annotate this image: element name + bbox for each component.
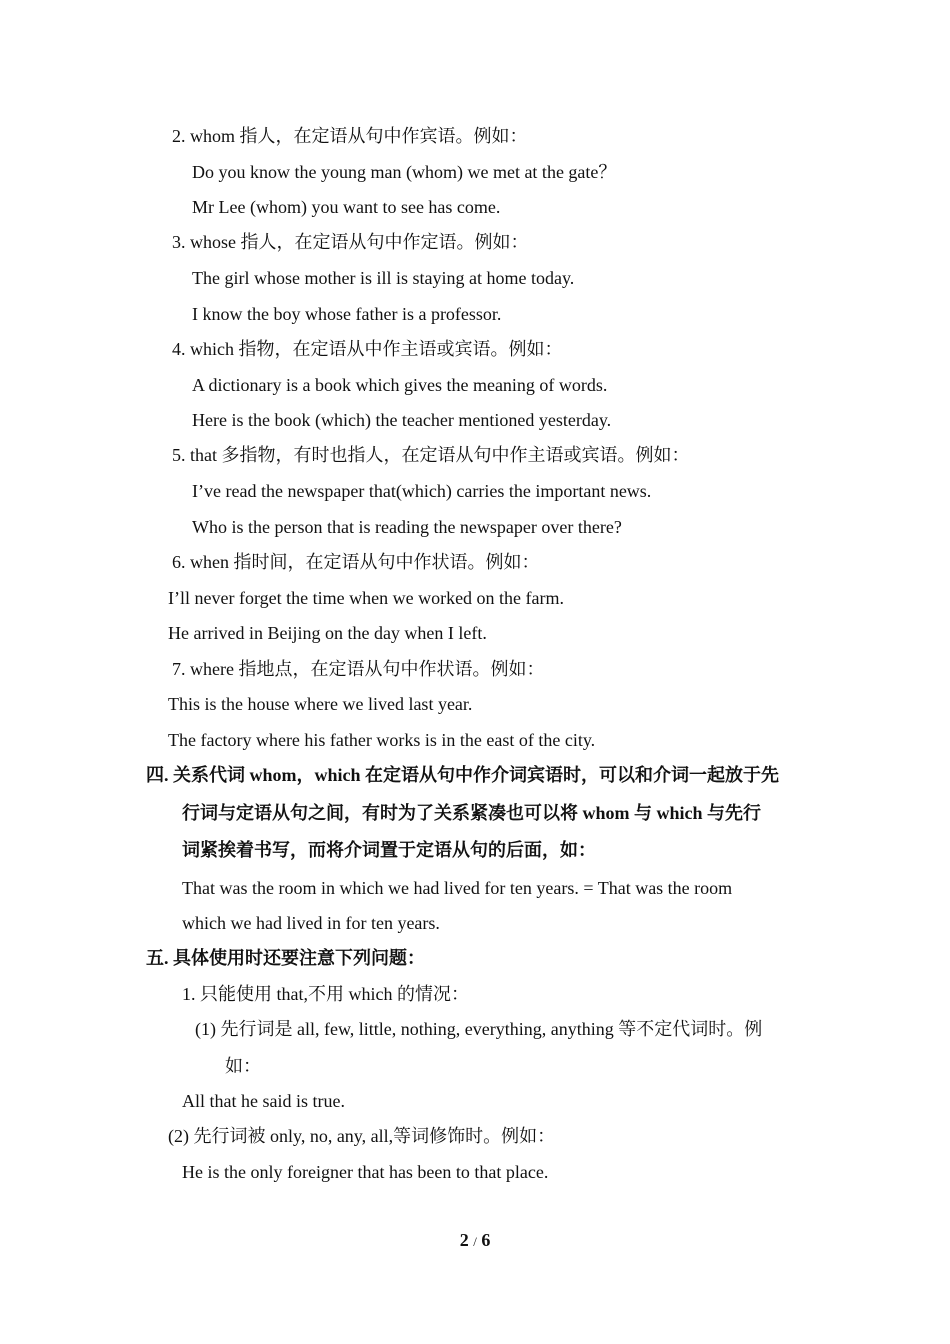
page-number: [0, 1228, 950, 1254]
text-line: (1) 先行词是 all, few, little, nothing, everything, anything 等不定代词时。例: [195, 1019, 763, 1039]
text-line: A dictionary is a book which gives the meaning of words.: [192, 375, 608, 395]
text-line: 7. where 指地点，在定语从句中作状语。例如：: [172, 659, 545, 679]
text-line: Here is the book (which) the teacher mentioned yesterday.: [192, 410, 612, 430]
text-line: I’ll never forget the time when we worked on the farm.: [168, 588, 565, 608]
text-line: which we had lived in for ten years.: [182, 913, 440, 933]
page-current: 2: [459, 1230, 469, 1250]
text-line: Who is the person that is reading the newspaper over there?: [192, 517, 622, 537]
section-heading: 四. 关系代词 whom，which 在定语从句中作介词宾语时，可以和介词一起放于先: [146, 765, 780, 785]
text-line: The factory where his father works is in the east of the city.: [168, 730, 596, 750]
text-line: Do you know the young man (whom) we met at the gate？: [192, 162, 617, 182]
text-line: 3. whose 指人，在定语从句中作定语。例如：: [172, 232, 529, 252]
text-line: Mr Lee (whom) you want to see has come.: [192, 197, 501, 217]
text-line: He arrived in Beijing on the day when I left.: [168, 623, 487, 643]
text-line: 1. 只能使用 that,不用 which 的情况：: [182, 984, 469, 1004]
text-line: 6. when 指时间，在定语从句中作状语。例如：: [172, 552, 540, 572]
text-line: 5. that 多指物，有时也指人，在定语从句中作主语或宾语。例如：: [172, 445, 690, 465]
text-line: 如：: [225, 1056, 261, 1076]
text-line: This is the house where we lived last year.: [168, 694, 473, 714]
text-line: I’ve read the newspaper that(which) carries the important news.: [192, 481, 652, 501]
section-heading: 词紧挨着书写，而将介词置于定语从句的后面，如：: [182, 840, 596, 860]
page-total: 6: [481, 1230, 491, 1250]
text-line: He is the only foreigner that has been to that place.: [182, 1162, 549, 1182]
text-line: 2. whom 指人，在定语从句中作宾语。例如：: [172, 126, 528, 146]
section-heading: 行词与定语从句之间，有时为了关系紧凑也可以将 whom 与 which 与先行: [182, 803, 762, 823]
text-line: I know the boy whose father is a professor.: [192, 304, 502, 324]
text-line: (2) 先行词被 only, no, any, all,等词修饰时。例如：: [168, 1126, 556, 1146]
text-line: 4. which 指物，在定语从中作主语或宾语。例如：: [172, 339, 563, 359]
text-line: All that he said is true.: [182, 1091, 345, 1111]
page-separator: /: [473, 1234, 477, 1249]
text-line: The girl whose mother is ill is staying at home today.: [192, 268, 575, 288]
text-line: That was the room in which we had lived for ten years. = That was the room: [182, 878, 733, 898]
section-heading: 五. 具体使用时还要注意下列问题：: [146, 948, 425, 968]
